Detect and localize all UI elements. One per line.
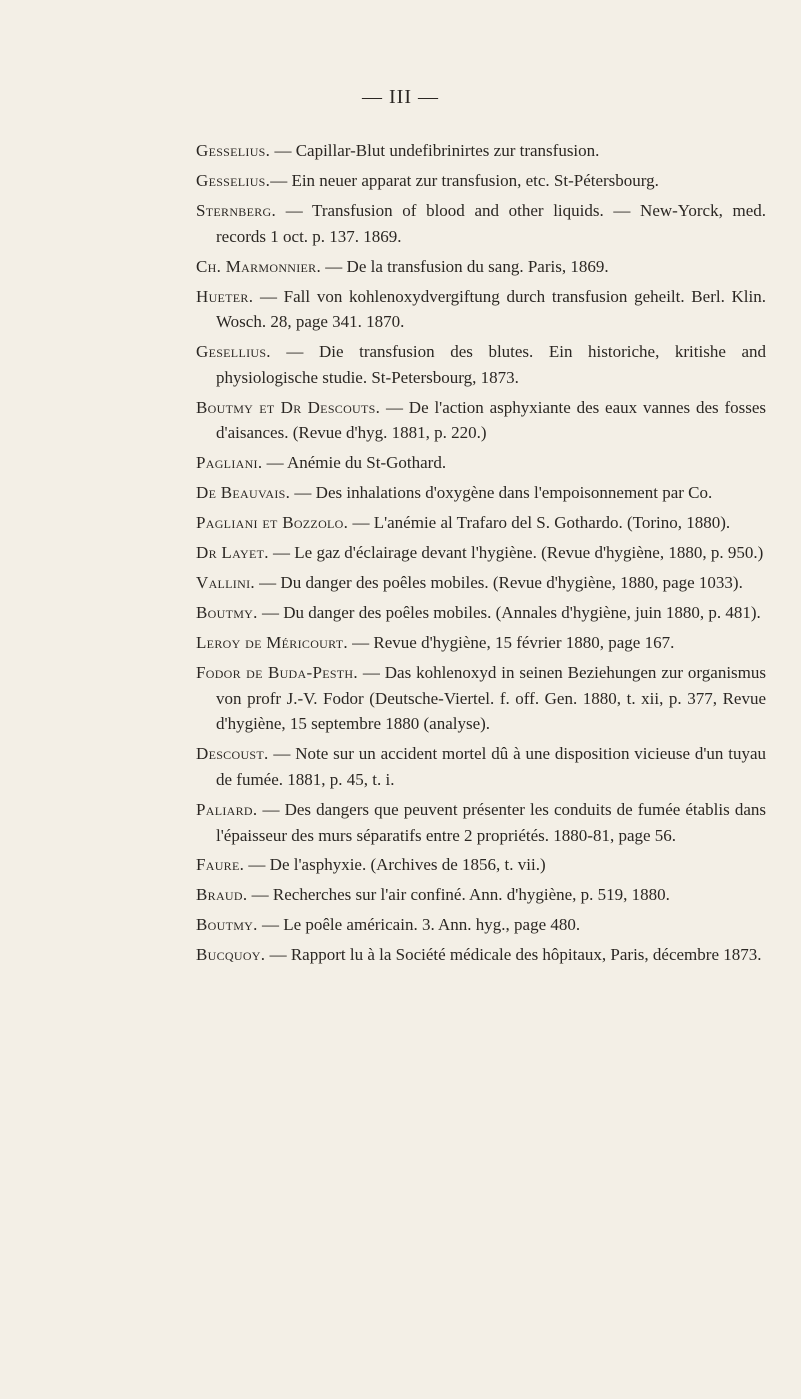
entry-text: — Du danger des poêles mobiles. (Annales d'hygiène, juin 1880, p. 481).	[257, 603, 761, 623]
entry-author: Bucquoy.	[196, 945, 266, 965]
entry-author: Sternberg.	[196, 200, 277, 220]
entry-text: — Du danger des poêles mobiles. (Revue d'hygiène, 1880, page 1033).	[254, 573, 743, 593]
bibliography-entry	[196, 480, 766, 506]
entry-author: Leroy de Méricourt.	[196, 633, 348, 653]
entry-author: Ch. Marmonnier.	[196, 256, 322, 276]
entry-text: — Revue d'hygiène, 15 février 1880, page 167.	[347, 633, 675, 653]
entry-text: — De la transfusion du sang. Paris, 1869.	[321, 256, 609, 276]
entry-text: — Das kohlenoxyd in seinen Beziehungen zur organismus von profr J.-V. Fodor (Deutsche-Viertel. f. off. Gen. 1880, t. xii, p. 377, Revue d'hygiène, 15 septembre 1880 (analyse).	[216, 663, 767, 734]
bibliography-entry	[196, 797, 766, 848]
bibliography-entry	[196, 450, 766, 476]
entry-author: Boutmy et Dr Descouts.	[196, 397, 381, 417]
entry-text: — Note sur un accident mortel dû à une disposition vicieuse d'un tuyau de fumée. 1881, p. 45, t. i.	[216, 744, 766, 789]
entry-author: Dr Layet.	[196, 543, 269, 563]
bibliography-entry	[196, 912, 766, 938]
bibliography-entry	[196, 741, 766, 792]
entry-text: — De l'asphyxie. (Archives de 1856, t. vii.)	[244, 855, 546, 875]
bibliography-entry	[196, 942, 766, 968]
entry-author: Braud.	[196, 885, 248, 905]
entry-author: Paliard.	[196, 799, 258, 819]
bibliography-entry	[196, 600, 766, 626]
entry-author: Faure.	[196, 855, 245, 875]
bibliography-entry	[196, 339, 766, 390]
entry-text: — Rapport lu à la Société médicale des hôpitaux, Paris, décembre 1873.	[265, 945, 762, 965]
entry-author: Pagliani.	[196, 453, 263, 473]
bibliography-entry	[196, 395, 766, 446]
entry-text: — Le gaz d'éclairage devant l'hygiène. (Revue d'hygiène, 1880, p. 950.)	[268, 543, 764, 563]
entry-text: — Ein neuer apparat zur transfusion, etc. St-Pétersbourg.	[270, 170, 659, 190]
entry-author: Fodor de Buda-Pesth.	[196, 663, 358, 683]
bibliography-entry	[196, 284, 766, 335]
page-number: — III —	[362, 86, 439, 108]
entry-author: Hueter.	[196, 286, 254, 306]
entry-text: — Des inhalations d'oxygène dans l'empoisonnement par Co.	[290, 483, 713, 503]
bibliography-entry	[196, 540, 766, 566]
entry-author: Gesselius.	[196, 170, 271, 190]
entry-text: — Transfusion of blood and other liquids. — New-Yorck, med. records 1 oct. p. 137. 1869.	[216, 200, 766, 246]
bibliography-entry	[196, 168, 766, 194]
entry-text: — Die transfusion des blutes. Ein historiche, kritishe and physiologische studie. St-Petersbourg, 1873.	[216, 342, 766, 387]
bibliography-entry	[196, 630, 766, 656]
bibliography-entry	[196, 660, 766, 737]
entry-text: — Le poêle américain. 3. Ann. hyg., page 480.	[257, 915, 581, 935]
entry-text: — L'anémie al Trafaro del S. Gothardo. (Torino, 1880).	[348, 513, 731, 533]
entry-text: — Fall von kohlenoxydvergiftung durch transfusion geheilt. Berl. Klin. Wosch. 28, page 341. 1870.	[216, 286, 766, 332]
entry-author: Vallini.	[196, 573, 255, 593]
entry-author: Descoust.	[196, 744, 269, 764]
bibliography-entry	[196, 852, 766, 878]
entry-text: — Recherches sur l'air confiné. Ann. d'hygiène, p. 519, 1880.	[247, 885, 670, 905]
entry-author: Gesellius.	[196, 342, 271, 362]
entry-author: De Beauvais.	[196, 483, 291, 503]
entry-author: Boutmy.	[196, 603, 258, 623]
entry-text: — Des dangers que peuvent présenter les conduits de fumée établis dans l'épaisseur des murs séparatifs entre 2 propriétés. 1880-81, page 56.	[216, 799, 766, 845]
bibliography-entry	[196, 510, 766, 536]
bibliography-entry	[196, 138, 766, 164]
entry-author: Pagliani et Bozzolo.	[196, 513, 349, 533]
entry-text: — De l'action asphyxiante des eaux vannes des fosses d'aisances. (Revue d'hyg. 1881, p. 220.)	[216, 397, 766, 443]
entry-text: — Capillar-Blut undefibrinirtes zur transfusion.	[270, 141, 600, 160]
entry-author: Gesselius.	[196, 141, 271, 160]
bibliography-list	[196, 138, 766, 972]
bibliography-entry	[196, 882, 766, 908]
entry-text: — Anémie du St-Gothard.	[262, 453, 447, 473]
bibliography-entry	[196, 198, 766, 249]
bibliography-entry	[196, 254, 766, 280]
entry-author: Boutmy.	[196, 915, 258, 935]
bibliography-entry	[196, 570, 766, 596]
